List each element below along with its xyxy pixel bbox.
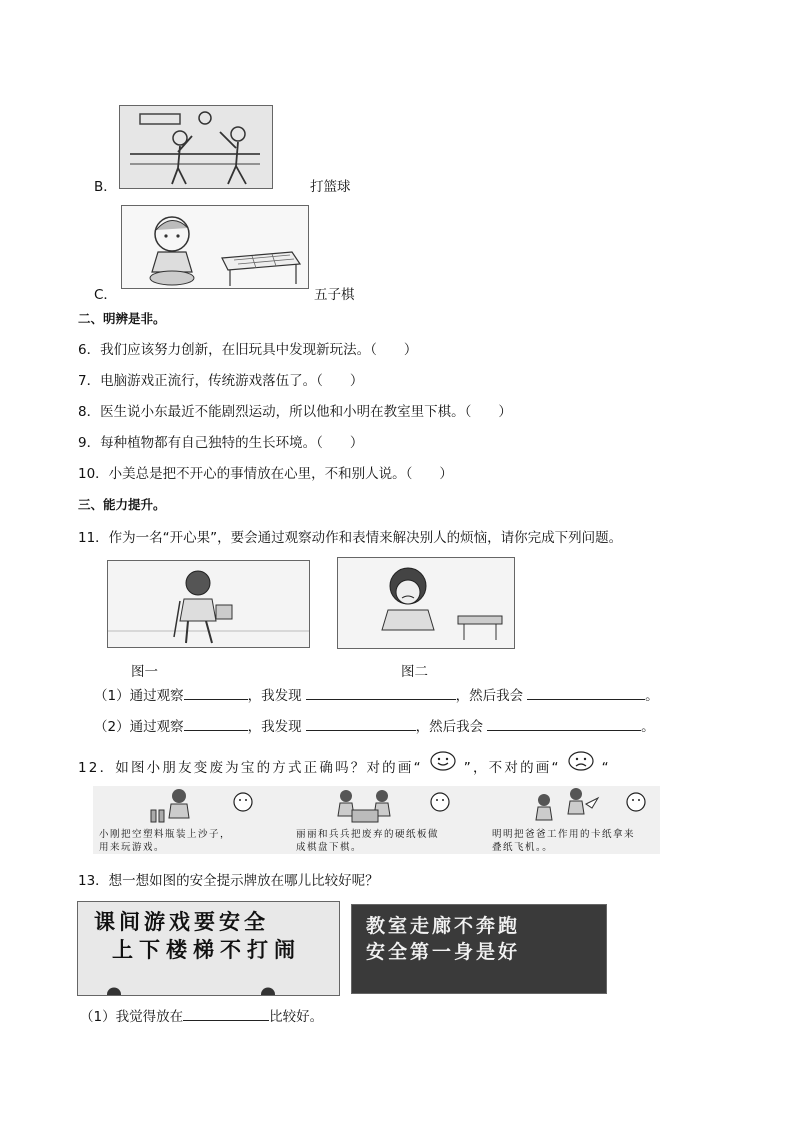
q11-row-2-blank-1[interactable] <box>184 716 248 731</box>
q13-answer-part-a: （1）我觉得放在 <box>80 1009 184 1025</box>
q13-answer-blank[interactable] <box>183 1006 269 1021</box>
sad-face-icon <box>567 750 595 772</box>
section-3-title: 三、能力提升。 <box>78 497 166 512</box>
question-8: 8．医生说小东最近不能剧烈运动，所以他和小明在教室里下棋。（ ） <box>78 404 512 420</box>
safety-sign-2-decoration <box>352 963 606 994</box>
q11-row-2-part-d: 。 <box>641 719 655 735</box>
q11-row-1 <box>94 685 659 706</box>
question-13: 13．想一想如图的安全提示牌放在哪儿比较好呢？ <box>78 873 379 889</box>
q12-panel-3-text: 明明把爸爸工作用的卡纸拿来叠纸飞机。。 <box>492 829 636 853</box>
question-6: 6．我们应该努力创新，在旧玩具中发现新玩法。（ ） <box>78 342 418 358</box>
option-c-letter: C． <box>94 287 117 303</box>
safety-sign-1 <box>77 901 340 996</box>
q11-row-1-part-b: ，我发现 <box>247 688 302 704</box>
question-11: 11．作为一名“开心果”，要会通过观察动作和表情来解决别人的烦恼，请你完成下列问题。 <box>78 530 623 546</box>
safety-sign-2-line-2: 安全第一身是好 <box>366 941 521 963</box>
safety-sign-1-children <box>78 958 339 996</box>
figure-2-caption: 图二 <box>401 664 428 680</box>
q11-row-2-part-a: （2）通过观察 <box>94 719 184 735</box>
smile-face-icon <box>429 750 457 772</box>
q12-panel-2-drawing <box>290 786 470 828</box>
gomoku-drawing <box>122 206 308 288</box>
q11-row-2-part-b: ，我发现 <box>247 719 302 735</box>
q11-row-2 <box>94 716 655 737</box>
q11-row-1-blank-2[interactable] <box>306 685 456 700</box>
q12-panel-1 <box>93 786 273 854</box>
q11-row-1-blank-3[interactable] <box>527 685 645 700</box>
basketball-picture <box>119 105 273 189</box>
q11-row-1-part-c: ，然后我会 <box>455 688 524 704</box>
q12-panel-2 <box>290 786 470 854</box>
q13-answer <box>80 1006 323 1027</box>
safety-sign-2 <box>351 904 607 994</box>
option-b-caption: 打篮球 <box>310 179 351 195</box>
figure-2-picture <box>337 557 515 649</box>
figure-1-drawing <box>108 561 309 647</box>
q12-text-b: ”，不对的画“ <box>463 760 561 776</box>
q11-row-1-blank-1[interactable] <box>184 685 248 700</box>
q11-row-1-part-d: 。 <box>645 688 659 704</box>
q12-panel-3-drawing <box>488 786 660 828</box>
question-10: 10．小美总是把不开心的事情放在心里，不和别人说。（ ） <box>78 466 453 482</box>
q12-text-c: “ <box>601 760 611 776</box>
figure-1-caption: 图一 <box>131 664 158 680</box>
figure-1-picture <box>107 560 310 648</box>
gomoku-picture <box>121 205 309 289</box>
basketball-drawing <box>120 106 272 188</box>
question-12 <box>78 758 611 778</box>
safety-sign-1-line-1: 课间游戏要安全 <box>94 910 269 934</box>
q11-row-1-part-a: （1）通过观察 <box>94 688 184 704</box>
question-7: 7．电脑游戏正流行，传统游戏落伍了。（ ） <box>78 373 364 389</box>
q12-panel-3 <box>488 786 660 854</box>
q12-text-a: 12．如图小朋友变废为宝的方式正确吗？对的画“ <box>78 760 423 776</box>
q11-row-2-part-c: ，然后我会 <box>415 719 484 735</box>
q12-panel-2-text: 丽丽和兵兵把废弃的硬纸板做成棋盘下棋。 <box>296 829 440 853</box>
q11-row-2-blank-2[interactable] <box>306 716 416 731</box>
q11-row-2-blank-3[interactable] <box>487 716 641 731</box>
question-9: 9．每种植物都有自己独特的生长环境。（ ） <box>78 435 364 451</box>
q12-panel-1-text: 小刚把空塑料瓶装上沙子，用来玩游戏。 <box>99 829 232 853</box>
option-b-letter: B． <box>94 179 117 195</box>
figure-2-drawing <box>338 558 514 648</box>
option-c-caption: 五子棋 <box>314 287 355 303</box>
q13-answer-part-b: 比较好。 <box>269 1009 324 1025</box>
section-2-title: 二、明辨是非。 <box>78 311 166 326</box>
safety-sign-1-line-2: 上下楼梯不打闹 <box>112 938 301 962</box>
q12-panel-1-drawing <box>93 786 273 828</box>
safety-sign-2-line-1: 教室走廊不奔跑 <box>366 915 521 937</box>
